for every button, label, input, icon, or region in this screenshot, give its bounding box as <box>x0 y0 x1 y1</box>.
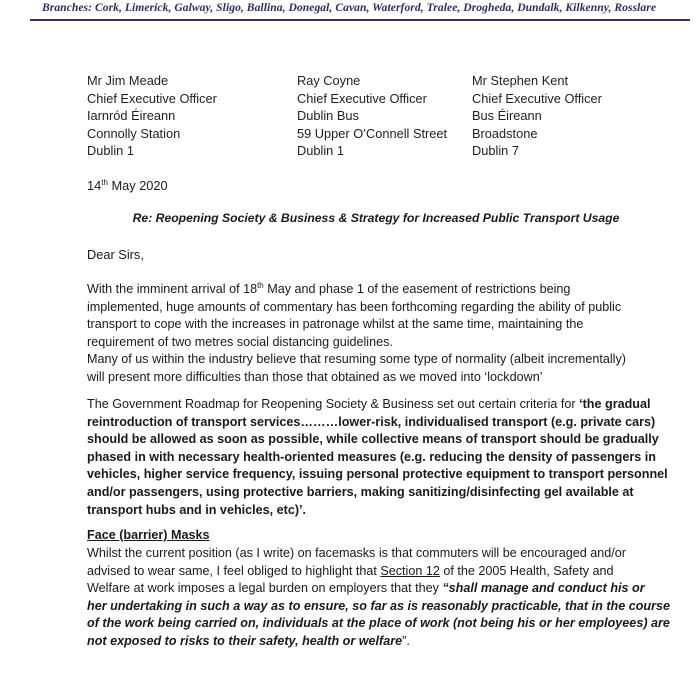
paragraph-line: transport to cope with the increases in patronage whilst at the same time, maintaining the <box>87 317 584 332</box>
quoted-text: not exposed to risks to their safety, health or welfare <box>87 633 403 648</box>
address-line: Chief Executive Officer <box>297 90 427 106</box>
paragraph-line: of the work being carried on, individuals at the place of work (not being his or her employees) are <box>87 616 670 631</box>
paragraph-line: Many of us within the industry believe that resuming some type of normality (albeit incrementally) <box>87 352 626 367</box>
subject-line: Re: Reopening Society & Business & Strategy for Increased Public Transport Usage <box>132 211 620 225</box>
paragraph-line: her undertaking in such a way as to ensure, so far as is reasonably practicable, that in the course <box>87 598 671 613</box>
address-line: Dublin 1 <box>297 143 344 158</box>
recipient-address-irish-rail <box>87 72 217 160</box>
letter-date <box>87 178 168 193</box>
line-text: Welfare at work imposes a legal burden on employers that they <box>87 581 443 596</box>
section-heading-face-masks: Face (barrier) Masks <box>87 528 210 542</box>
recipient-address-bus-eireann <box>472 72 602 160</box>
paragraph-line <box>87 396 667 414</box>
address-line: Connolly Station <box>87 125 181 141</box>
paragraph-line: should be allowed as soon as possible, while collective means of transport should be gradually <box>87 432 659 447</box>
address-line: Chief Executive Officer <box>87 90 217 106</box>
address-line: Mr Jim Meade <box>87 73 169 88</box>
ordinal-suffix: th <box>257 281 264 290</box>
section-12-reference: Section 12 <box>380 563 440 578</box>
salutation: Dear Sirs, <box>87 247 144 262</box>
date-suffix: th <box>101 178 108 187</box>
line-text: The Government Roadmap for Reopening Society & Business set out certain criteria for <box>87 397 580 411</box>
paragraph-line: transport hubs and in vehicles, etc)’. <box>87 502 307 517</box>
paragraph-line: Whilst the current position (as I write) on facemasks is that commuters will be encouraged and/or <box>87 546 626 560</box>
line-text: With the imminent arrival of 18 <box>87 282 258 296</box>
line-text: ”. <box>402 633 410 648</box>
paragraph-line: reintroduction of transport services………lower-risk, individualised transport (e.g. private cars) <box>87 414 656 429</box>
paragraph-line <box>87 563 667 581</box>
line-text: of the 2005 Health, Safety and <box>439 563 614 578</box>
header-rule <box>30 19 690 21</box>
paragraph-face-masks <box>87 545 671 651</box>
branches-header: Branches: Cork, Limerick, Galway, Sligo, Ballina, Donegal, Cavan, Waterford, Tralee, Drogheda, Dundalk, Kilkenny, Rosslare <box>41 1 657 14</box>
address-line: Iarnród Éireann <box>87 108 176 123</box>
date-rest: May 2020 <box>107 178 168 193</box>
paragraph-line: and/or passengers, using protective barriers, making sanitizing/disinfecting gel available at <box>87 484 634 499</box>
date-day: 14 <box>87 178 102 193</box>
paragraph-line: implemented, huge amounts of commentary has been forthcoming regarding the ability of public <box>87 299 622 314</box>
address-line: 59 Upper O’Connell Street <box>297 125 448 141</box>
address-line: Broadstone <box>472 125 538 141</box>
address-line: Dublin 7 <box>472 143 519 158</box>
paragraph-line: phased in with necessary health-oriented measures (e.g. reducing the density of passengers in <box>87 449 656 464</box>
address-line: Dublin 1 <box>87 143 134 158</box>
paragraph-line <box>87 281 667 299</box>
address-line: Chief Executive Officer <box>472 90 602 106</box>
address-line: Ray Coyne <box>297 73 361 88</box>
paragraph-line: requirement of two metres social distancing guidelines. <box>87 334 393 349</box>
paragraph-line <box>87 633 667 651</box>
line-text: advised to wear same, I feel obliged to highlight that <box>87 563 381 578</box>
recipient-address-dublin-bus <box>297 72 447 160</box>
paragraph-roadmap <box>87 396 667 519</box>
quoted-text: “shall manage and conduct his or <box>442 581 645 596</box>
paragraph-line: vehicles, higher service frequency, issuing personal protective equipment to transport personnel <box>87 467 668 482</box>
address-line: Bus Éireann <box>472 108 542 123</box>
quoted-text: ‘the gradual <box>579 397 651 411</box>
paragraph-line <box>87 580 667 598</box>
address-line: Mr Stephen Kent <box>472 73 569 88</box>
paragraph-intro <box>87 281 667 387</box>
paragraph-line: will present more difficulties than those that obtained as we moved into ‘lockdown’ <box>87 369 543 384</box>
line-text: May and phase 1 of the easement of restrictions being <box>263 282 571 296</box>
address-line: Dublin Bus <box>297 108 359 123</box>
